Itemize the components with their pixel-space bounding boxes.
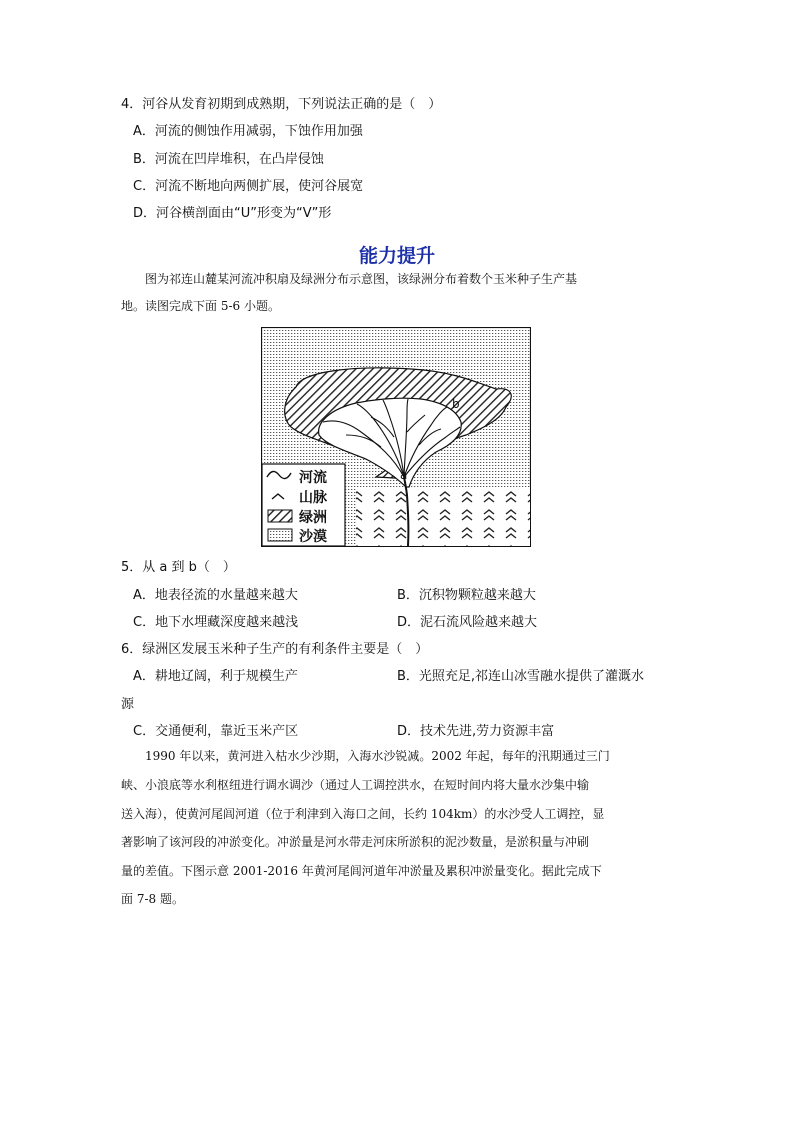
- q4-option-b: B．河流在凹岸堆积，在凸岸侵蚀: [133, 152, 324, 167]
- passage-line-1: 1990 年以来，黄河进入枯水少沙期，入海水沙锐减。2002 年起，每年的汛期通过三门: [145, 749, 610, 763]
- section-title: 能力提升: [358, 245, 435, 267]
- legend: [262, 464, 345, 546]
- q6-option-a: A．耕地辽阔，利于规模生产: [133, 669, 298, 684]
- legend-river-label: 河流: [299, 470, 327, 486]
- q6-option-d: D．技术先进,劳力资源丰富: [397, 724, 555, 739]
- legend-mountain-label: 山脉: [299, 490, 327, 506]
- passage-line-4: 著影响了该河段的冲淤变化。冲淤量是河水带走河床所淤积的泥沙数量，是淤积量与冲刷: [121, 835, 590, 849]
- passage-line-5: 量的差值。下图示意 2001-2016 年黄河尾闾河道年冲淤量及累积冲淤量变化。据此完成下: [121, 864, 602, 878]
- q4-option-a: A．河流的侧蚀作用减弱，下蚀作用加强: [133, 124, 363, 139]
- q6-stem: 6．绿洲区发展玉米种子生产的有利条件主要是（ ）: [121, 642, 429, 657]
- legend-desert-label: 沙漠: [299, 529, 327, 545]
- label-a: a: [400, 468, 408, 482]
- mountain-area: [356, 487, 530, 546]
- q4-option-d: D．河谷横剖面由“U”形变为“V”形: [133, 206, 332, 221]
- passage-line-3: 送入海），使黄河尾闾河道（位于利津到入海口之间，长约 104km）的水沙受人工调控，显: [121, 807, 605, 821]
- q4-stem: 4．河谷从发育初期到成熟期，下列说法正确的是（ ）: [121, 97, 442, 112]
- q5-option-d: D．泥石流风险越来越大: [397, 615, 538, 630]
- label-b: b: [452, 397, 460, 411]
- q6-option-b-continued: 源: [121, 697, 135, 712]
- q5-option-c: C．地下水埋藏深度越来越浅: [133, 615, 299, 630]
- q6-option-c: C．交通便利，靠近玉米产区: [133, 724, 299, 739]
- legend-desert-icon: [268, 529, 292, 541]
- q4-option-c: C．河流不断地向两侧扩展，使河谷展宽: [133, 179, 364, 194]
- legend-oasis-icon: [268, 510, 292, 522]
- q6-option-b: B．光照充足,祁连山冰雪融水提供了灌溉水: [397, 669, 645, 684]
- alluvial-fan-map: [261, 327, 531, 547]
- q5-stem: 5．从 a 到 b（ ）: [121, 560, 236, 575]
- passage-line-2: 峡、小浪底等水利枢纽进行调水调沙（通过人工调控洪水，在短时间内将大量水沙集中输: [121, 778, 590, 792]
- q5-option-a: A．地表径流的水量越来越大: [133, 588, 298, 603]
- intro-line-2: 地。读图完成下面 5-6 小题。: [121, 299, 280, 313]
- intro-line-1: 图为祁连山麓某河流冲积扇及绿洲分布示意图，该绿洲分布着数个玉米种子生产基: [145, 272, 578, 286]
- passage-line-6: 面 7-8 题。: [121, 892, 184, 906]
- q5-option-b: B．沉积物颗粒越来越大: [397, 588, 536, 603]
- legend-oasis-label: 绿洲: [299, 510, 327, 526]
